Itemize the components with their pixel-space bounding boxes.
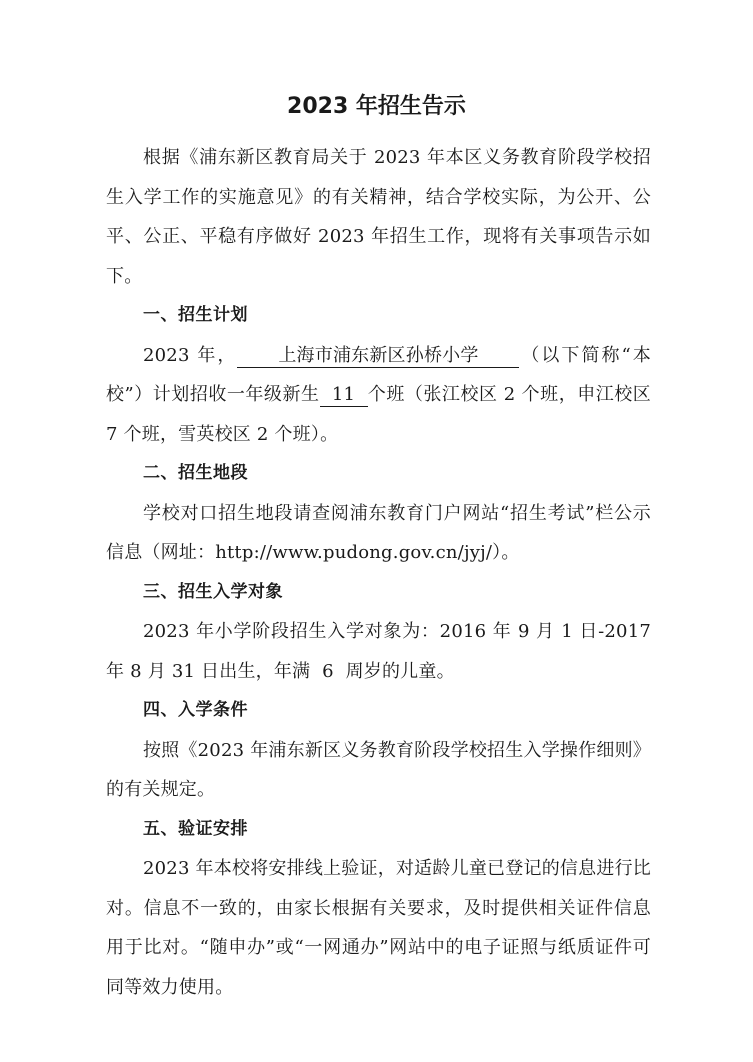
section-heading-area: 二、招生地段: [143, 463, 248, 483]
section-heading-target: 三、招生入学对象: [143, 581, 283, 602]
class-count-field: 11: [320, 384, 368, 407]
section-heading-verify: 五、验证安排: [143, 818, 248, 839]
plan-pre-text: 2023 年，: [143, 344, 238, 366]
plan-paragraph: [106, 336, 651, 455]
intro-paragraph: 根据《浦东新区教育局关于 2023 年本区义务教育阶段学校招生入学工作的实施意见》的有关精神，结合学校实际，为公开、公平、公正、平稳有序做好 2023 年招生工作，现将有关事项告示如下。: [106, 147, 651, 287]
conditions-paragraph: 按照《2023 年浦东新区义务教育阶段学校招生入学操作细则》的有关规定。: [106, 739, 651, 800]
plan-post-text: 个班（张江校区 2 个班，申江校区 7 个班，雪英校区 2 个班）。: [106, 384, 651, 445]
target-paragraph: 2023 年小学阶段招生入学对象为：2016 年 9 月 1 日-2017 年 8 月 31 日出生，年满 6 周岁的儿童。: [106, 621, 657, 682]
document-title: 2023 年招生告示: [287, 94, 466, 119]
section-heading-conditions: 四、入学条件: [143, 700, 248, 720]
area-paragraph: 学校对口招生地段请查阅浦东教育门户网站“招生考试”栏公示信息（网址：http://www.pudong.gov.cn/jyj/）。: [106, 502, 651, 563]
document-body: [106, 138, 657, 1007]
verify-paragraph: 2023 年本校将安排线上验证，对适龄儿童已登记的信息进行比对。信息不一致的，由家长根据有关要求，及时提供相关证件信息用于比对。“随申办”或“一网通办”网站中的电子证照与纸质证件可同等效力使用。: [106, 858, 651, 998]
section-heading-plan: 一、招生计划: [143, 305, 248, 325]
plan-mid-text: （以下简称“本校”）计划招收一年级新生: [106, 344, 651, 405]
school-name-field: 上海市浦东新区孙桥小学: [237, 345, 519, 368]
